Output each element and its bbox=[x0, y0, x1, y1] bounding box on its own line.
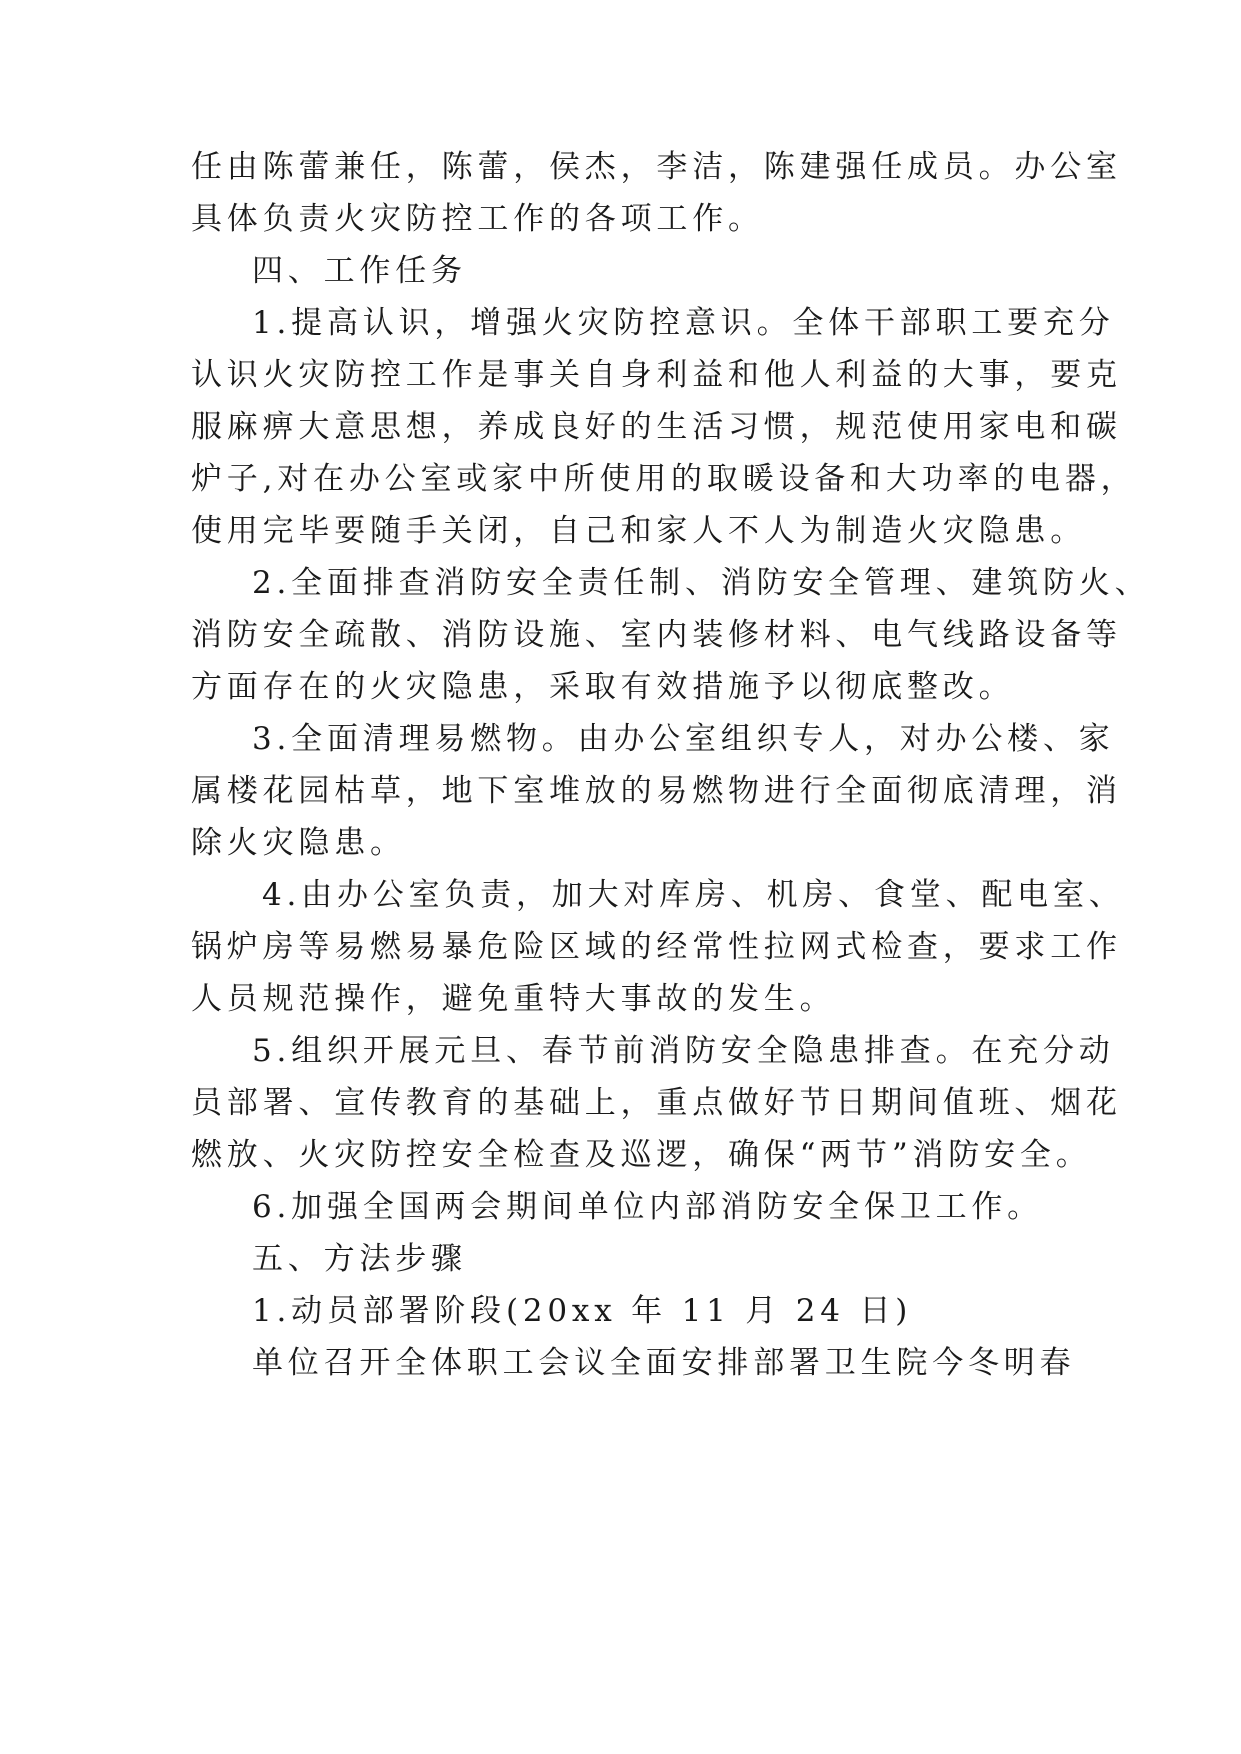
list-item-start: 1.动员部署阶段(20xx 年 11 月 24 日) bbox=[252, 1293, 913, 1329]
body-text-line: 属楼花园枯草，地下室堆放的易燃物进行全面彻底清理，消 bbox=[191, 773, 1122, 809]
body-text-line: 消防安全疏散、消防设施、室内装修材料、电气线路设备等 bbox=[191, 617, 1122, 653]
section-heading: 四、工作任务 bbox=[252, 253, 467, 289]
section-heading: 五、方法步骤 bbox=[252, 1241, 467, 1277]
list-item-start: 2.全面排查消防安全责任制、消防安全管理、建筑防火、 bbox=[252, 565, 1151, 601]
body-text-line: 单位召开全体职工会议全面安排部署卫生院今冬明春 bbox=[252, 1345, 1076, 1381]
body-text-line: 服麻痹大意思想，养成良好的生活习惯，规范使用家电和碳 bbox=[191, 409, 1122, 445]
body-text-line: 除火灾隐患。 bbox=[191, 825, 406, 861]
body-text-line: 方面存在的火灾隐患，采取有效措施予以彻底整改。 bbox=[191, 669, 1015, 705]
body-text-line: 员部署、宣传教育的基础上，重点做好节日期间值班、烟花 bbox=[191, 1085, 1122, 1121]
list-item-start: 5.组织开展元旦、春节前消防安全隐患排查。在充分动 bbox=[252, 1033, 1115, 1069]
list-item-start: 4.由办公室负责，加大对库房、机房、食堂、配电室、 bbox=[262, 877, 1125, 913]
body-text-line: 使用完毕要随手关闭，自己和家人不人为制造火灾隐患。 bbox=[191, 513, 1086, 549]
list-item-start: 1.提高认识，增强火灾防控意识。全体干部职工要充分 bbox=[252, 305, 1115, 341]
body-text-line: 锅炉房等易燃易暴危险区域的经常性拉网式检查，要求工作 bbox=[191, 929, 1122, 965]
list-item-start: 6.加强全国两会期间单位内部消防安全保卫工作。 bbox=[252, 1189, 1043, 1225]
body-text-line: 炉子,对在办公室或家中所使用的取暖设备和大功率的电器， bbox=[191, 461, 1137, 497]
body-text-line: 认识火灾防控工作是事关自身利益和他人利益的大事，要克 bbox=[191, 357, 1122, 393]
body-text-line: 任由陈蕾兼任，陈蕾，侯杰，李洁，陈建强任成员。办公室 bbox=[191, 149, 1122, 185]
list-item-start: 3.全面清理易燃物。由办公室组织专人，对办公楼、家 bbox=[252, 721, 1115, 757]
body-text-line: 人员规范操作，避免重特大事故的发生。 bbox=[191, 981, 836, 1017]
body-text-line: 具体负责火灾防控工作的各项工作。 bbox=[191, 201, 764, 237]
body-text-line: 燃放、火灾防控安全检查及巡逻，确保“两节”消防安全。 bbox=[191, 1137, 1092, 1173]
